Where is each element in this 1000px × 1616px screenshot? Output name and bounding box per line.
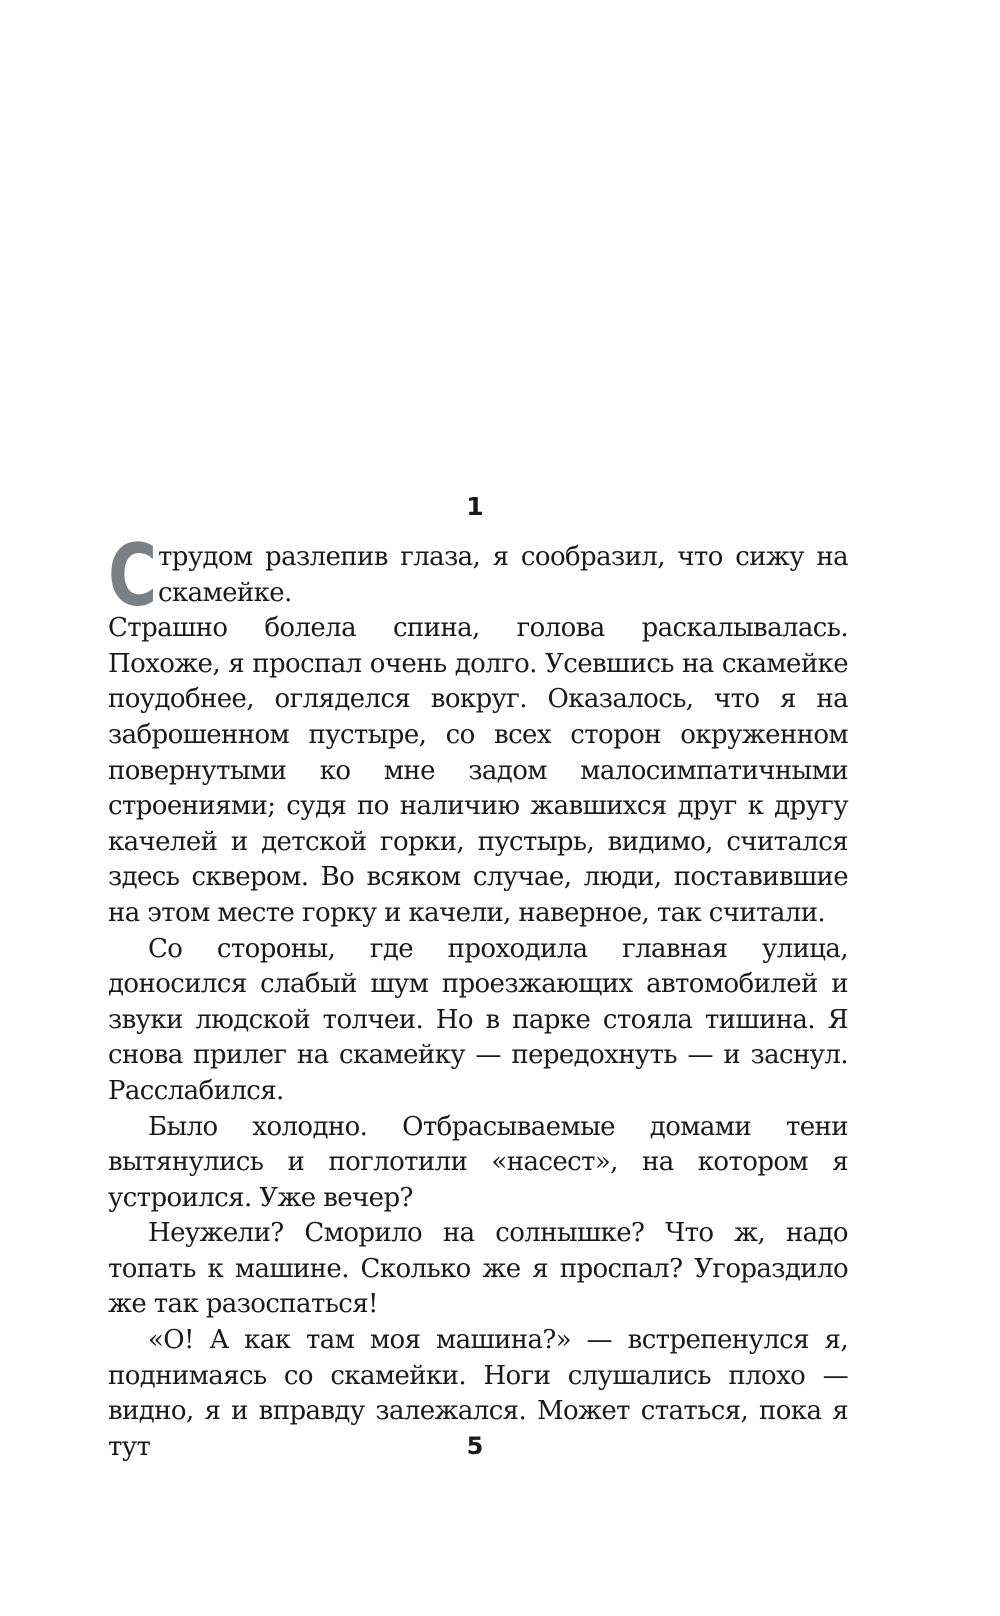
page-number: 5 [466, 1432, 484, 1460]
paragraph: Было холодно. Отбрасываемые домами тени вытянулись и поглотили «насест», на котором я устроился. Уже вечер? [108, 1111, 848, 1213]
opening-paragraph-text: трудом разлепив глаза, я сообразил, что сижу на скамейке. [158, 542, 848, 608]
paragraph: Со стороны, где проходила главная улица, доносился слабый шум проезжающих автомобилей и звуки людской толчеи. Но в парке стояла тишина. Я снова прилег на скамейку — передохнуть — и заснул. Расслабился. [108, 933, 848, 1106]
chapter-number: 1 [466, 492, 484, 521]
chapter-text [108, 526, 848, 1465]
paragraph: Страшно болела спина, голова раскалывалась. Похоже, я проспал очень долго. Усевшись на скамейке поудобнее, огляделся вокруг. Оказалось, что я на заброшенном пустыре, со всех сторон окруженном повернутыми ко мне задом малосимпатичными строениями; судя по наличию жавшихся друг к другу качелей и детской горки, пустырь, видимо, считался здесь сквером. Во всяком случае, люди, поставившие на этом месте горку и качели, наверное, так считали. [108, 613, 848, 928]
opening-paragraph [108, 526, 848, 626]
drop-cap-letter: С [108, 526, 158, 626]
paragraph: Неужели? Сморило на солнышке? Что ж, надо топать к машине. Сколько же я проспал? Угораздило же так разоспаться! [108, 1218, 848, 1320]
paragraph: «О! А как там моя машина?» — встрепенулся я, поднимаясь со скамейки. Ноги слушались плохо — видно, я и вправду залежался. Может статься, пока я тут [108, 1325, 848, 1462]
